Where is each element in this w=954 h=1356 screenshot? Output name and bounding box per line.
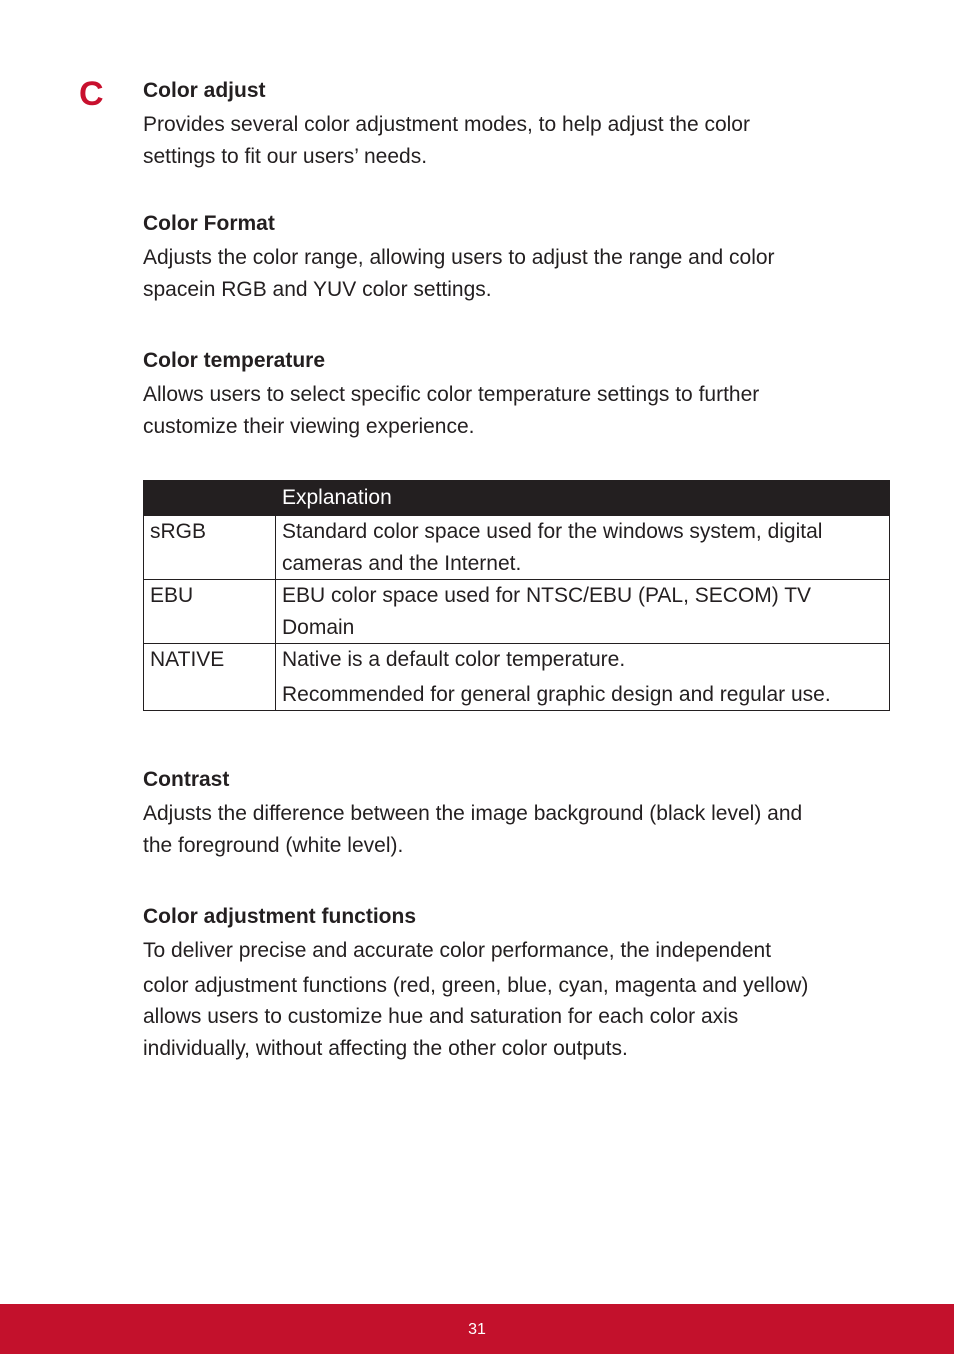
para-color-format <box>143 242 883 305</box>
para-line: color adjustment functions (red, green, blue, cyan, magenta and yellow) <box>143 973 809 997</box>
table-cell-mode <box>144 516 276 580</box>
mode-label: sRGB <box>150 520 207 543</box>
para-contrast <box>143 798 883 861</box>
heading-color-adjustment-functions: Color adjustment functions <box>143 905 416 928</box>
section-letter: C <box>79 75 104 113</box>
table-cell-explanation <box>276 580 890 644</box>
mode-label: EBU <box>150 584 194 607</box>
table-row <box>144 644 890 711</box>
para-line: the foreground (white level). <box>143 833 404 857</box>
explanation-line: Recommended for general graphic design and regular use. <box>282 682 831 706</box>
explanation-line: EBU color space used for NTSC/EBU (PAL, SECOM) TV <box>282 584 812 607</box>
para-line: Adjusts the color range, allowing users to adjust the range and color <box>143 246 775 269</box>
para-color-adjustment-functions <box>143 935 883 1064</box>
para-line: customize their viewing experience. <box>143 414 475 438</box>
para-line: individually, without affecting the other color outputs. <box>143 1036 628 1060</box>
table-header-row <box>144 481 890 516</box>
para-line: spacein RGB and YUV color settings. <box>143 277 492 301</box>
para-line: allows users to customize hue and saturation for each color axis <box>143 1005 739 1028</box>
para-line: To deliver precise and accurate color performance, the independent <box>143 939 772 962</box>
heading-color-temperature: Color temperature <box>143 349 326 372</box>
para-color-adjust <box>143 109 883 172</box>
page-footer <box>0 1304 954 1354</box>
table-header-explanation: Explanation <box>276 481 890 516</box>
explanation-line: Standard color space used for the windows system, digital <box>282 520 823 543</box>
table-row <box>144 516 890 580</box>
heading-color-format: Color Format <box>143 212 275 235</box>
heading-contrast: Contrast <box>143 768 230 791</box>
table-cell-explanation <box>276 644 890 711</box>
heading-color-adjust: Color adjust <box>143 79 266 102</box>
para-line: Allows users to select specific color temperature settings to further <box>143 383 760 406</box>
table-cell-mode <box>144 644 276 711</box>
para-line: settings to fit our users’ needs. <box>143 144 428 168</box>
table-row <box>144 580 890 644</box>
table-header-mode <box>144 481 276 516</box>
mode-label: NATIVE <box>150 648 225 671</box>
para-color-temperature <box>143 379 883 442</box>
table-cell-mode <box>144 580 276 644</box>
color-temperature-table <box>143 480 890 711</box>
para-line: Provides several color adjustment modes, to help adjust the color <box>143 113 750 136</box>
explanation-line: cameras and the Internet. <box>282 551 522 575</box>
para-line: Adjusts the difference between the image background (black level) and <box>143 802 803 825</box>
explanation-line: Domain <box>282 615 355 639</box>
page-number: 31 <box>468 1321 486 1338</box>
table-cell-explanation <box>276 516 890 580</box>
explanation-line: Native is a default color temperature. <box>282 648 626 671</box>
